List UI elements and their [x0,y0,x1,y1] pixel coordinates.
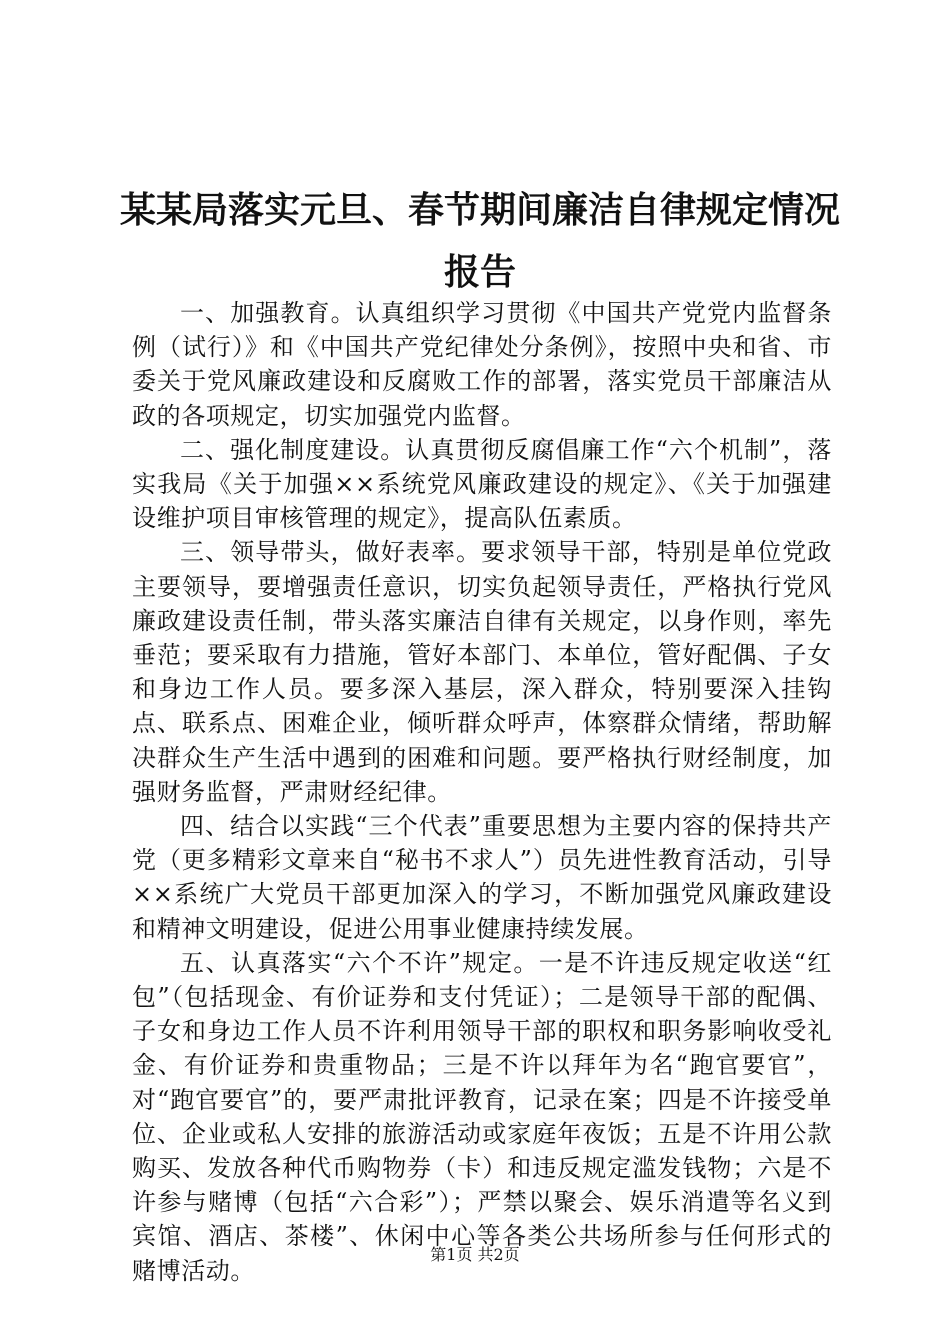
paragraph-six-prohibitions: 五、认真落实“六个不许”规定。一是不许违反规定收送“红包”（包括现金、有价证券和支付凭证）；二是领导干部的配偶、子女和身边工作人员不许利用领导干部的职权和职务影响收受礼金、有价证券和贵重物品；三是不许以拜年为名“跑官要官”，对“跑官要官”的，要严肃批评教育，记录在案；四是不许接受单位、企业或私人安排的旅游活动或家庭年夜饭；五是不许用公款购买、发放各种代币购物券（卡）和违反规定滥发钱物；六是不许参与赌博（包括“六合彩”）；严禁以聚会、娱乐消遣等名义到宾馆、酒店、茶楼”、休闲中心等各类公共场所参与任何形式的赌博活动。 [132,948,832,1285]
page-footer: 第1页 共2页 [430,1245,520,1264]
paragraph-education: 一、加强教育。认真组织学习贯彻《中国共产党党内监督条例（试行）》和《中国共产党纪律处分条例》，按照中央和省、市委关于党风廉政建设和反腐败工作的部署，落实党员干部廉洁从政的各项规定，切实加强党内监督。 [132,299,832,430]
paragraph-leadership: 三、领导带头，做好表率。要求领导干部，特别是单位党政主要领导，要增强责任意识，切实负起领导责任，严格执行党风廉政建设责任制，带头落实廉洁自律有关规定，以身作则，率先垂范；要采取有力措施，管好本部门、本单位，管好配偶、子女和身边工作人员。要多深入基层，深入群众，特别要深入挂钩点、联系点、困难企业，倾听群众呼声，体察群众情绪，帮助解决群众生产生活中遇到的困难和问题。要严格执行财经制度，加强财务监督，严肃财经纪律。 [132,538,832,806]
document-title-line1: 某某局落实元旦、春节期间廉洁自律规定情况 [119,190,840,231]
paragraph-system-building: 二、强化制度建设。认真贯彻反腐倡廉工作“六个机制”，落实我局《关于加强××系统党风廉政建设的规定》、《关于加强建设维护项目审核管理的规定》，提高队伍素质。 [132,435,832,533]
document-body [132,296,832,1288]
document-title-line2: 报告 [443,252,516,293]
paragraph-integration: 四、结合以实践“三个代表”重要思想为主要内容的保持共产党（更多精彩文章来自“秘书不求人”）员先进性教育活动，引导××系统广大党员干部更加深入的学习，不断加强党风廉政建设和精神文明建设，促进公用事业健康持续发展。 [132,812,832,943]
